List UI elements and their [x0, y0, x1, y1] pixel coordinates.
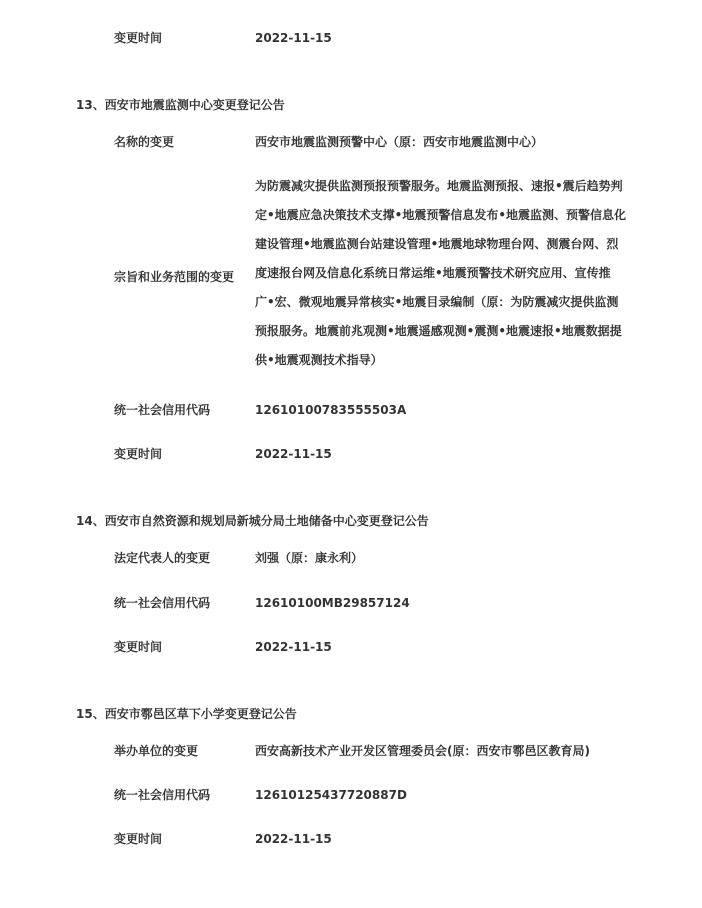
- scope-line: 供•地震观测技术指导）: [255, 353, 383, 367]
- credit-code-value: 12610100MB29857124: [255, 596, 410, 610]
- sponsor-change-label: 举办单位的变更: [114, 744, 199, 758]
- change-time-value: 2022-11-15: [255, 31, 332, 45]
- scope-line: 度速报台网及信息化系统日常运维•地震预警技术研究应用、宣传推: [255, 266, 611, 280]
- change-time-label: 变更时间: [114, 832, 163, 846]
- credit-code-value: 12610125437720887D: [255, 788, 407, 802]
- change-time-value: 2022-11-15: [255, 447, 332, 461]
- scope-line: 预报服务。地震前兆观测•地震遥感观测•震测•地震速报•地震数据提: [255, 324, 622, 338]
- name-change-value: 西安市地震监测预警中心（原：西安市地震监测中心）: [255, 135, 544, 149]
- notice-14-credit-code-row: [0, 593, 702, 613]
- notice-15-sponsor-row: [0, 741, 702, 761]
- credit-code-label: 统一社会信用代码: [114, 403, 211, 417]
- notice-13-change-time-row: [0, 444, 702, 464]
- top-change-time-row: [0, 28, 702, 48]
- credit-code-value: 12610100783555503A: [255, 403, 407, 417]
- notice-15-credit-code-row: [0, 785, 702, 805]
- name-change-label: 名称的变更: [114, 135, 175, 149]
- change-time-label: 变更时间: [114, 640, 163, 654]
- scope-line: 建设管理•地震监测台站建设管理•地震地球物理台网、测震台网、烈: [255, 237, 619, 251]
- sponsor-change-value: 西安高新技术产业开发区管理委员会(原：西安市鄠邑区教育局): [255, 744, 590, 758]
- notice-14-change-time-row: [0, 637, 702, 657]
- notice-13-name-change-row: [0, 132, 702, 152]
- scope-change-label: 宗旨和业务范围的变更: [114, 270, 235, 284]
- notice-15-change-time-row: [0, 829, 702, 849]
- change-time-label: 变更时间: [114, 447, 163, 461]
- change-time-value: 2022-11-15: [255, 832, 332, 846]
- credit-code-label: 统一社会信用代码: [114, 788, 211, 802]
- credit-code-label: 统一社会信用代码: [114, 596, 211, 610]
- notice-14-legal-rep-row: [0, 548, 702, 568]
- notice-15-heading: 15、西安市鄠邑区草下小学变更登记公告: [76, 707, 297, 721]
- change-time-label: 变更时间: [114, 31, 163, 45]
- change-time-value: 2022-11-15: [255, 640, 332, 654]
- scope-line: 定•地震应急决策技术支撑•地震预警信息发布•地震监测、预警信息化: [255, 208, 627, 222]
- legal-rep-change-label: 法定代表人的变更: [114, 551, 211, 565]
- notice-13-heading: 13、西安市地震监测中心变更登记公告: [76, 98, 285, 112]
- scope-change-value: [255, 172, 625, 375]
- scope-line: 为防震减灾提供监测预报预警服务。地震监测预报、速报•震后趋势判: [255, 179, 623, 193]
- legal-rep-change-value: 刘强（原：康永利）: [255, 551, 364, 565]
- notice-14-heading: 14、西安市自然资源和规划局新城分局土地储备中心变更登记公告: [76, 514, 429, 528]
- notice-13-credit-code-row: [0, 400, 702, 420]
- scope-line: 广•宏、微观地震异常核实•地震目录编制（原：为防震减灾提供监测: [255, 295, 619, 309]
